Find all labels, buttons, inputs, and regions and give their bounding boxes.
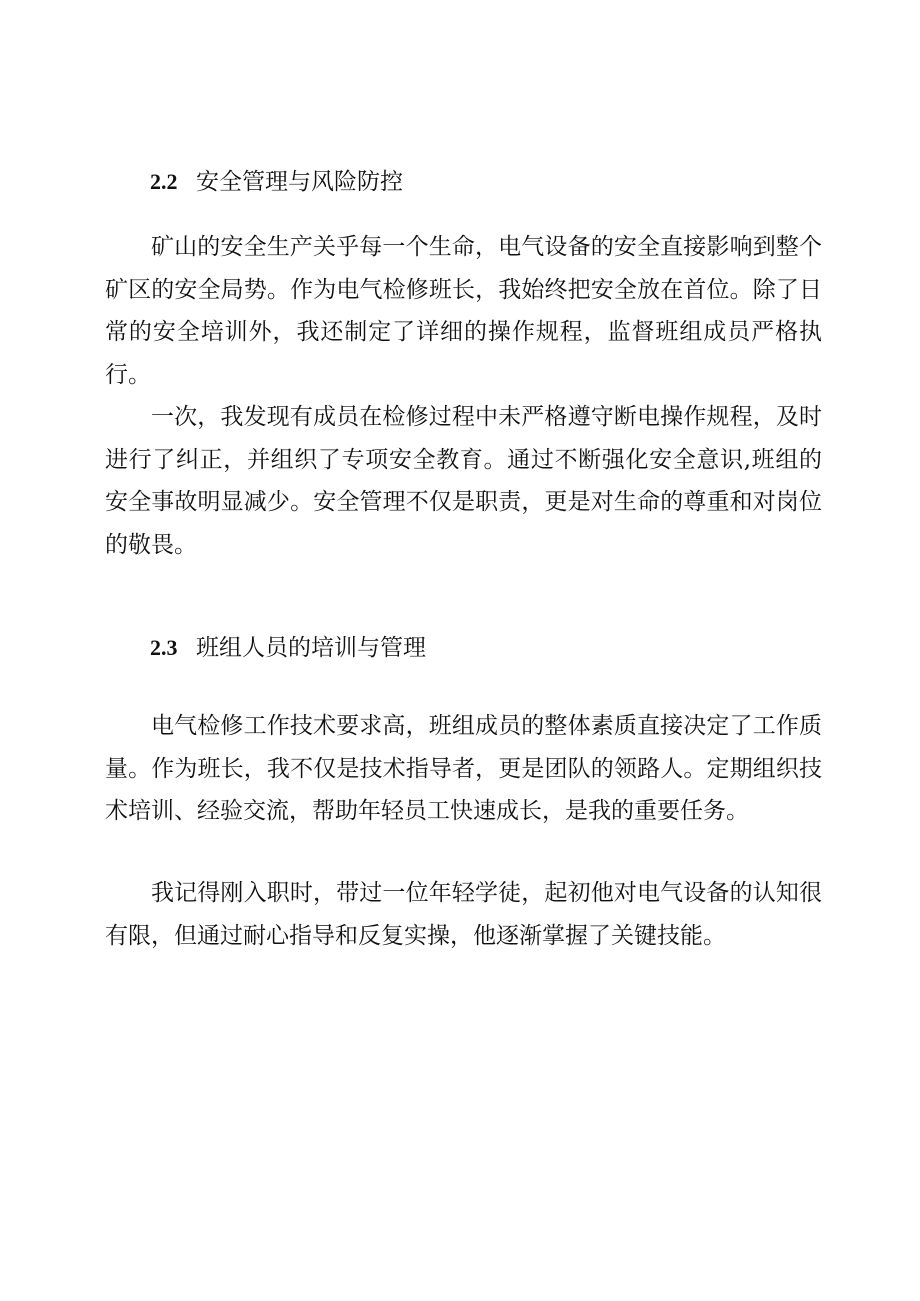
paragraph: 矿山的安全生产关乎每一个生命，电气设备的安全直接影响到整个矿区的安全局势。作为电气检修班长，我始终把安全放在首位。除了日常的安全培训外，我还制定了详细的操作规程，监督班组成员严格执行。 — [105, 234, 822, 388]
section-heading — [150, 166, 830, 198]
section-heading-2-3 — [150, 632, 830, 664]
section-heading — [150, 632, 830, 664]
paragraph: 一次，我发现有成员在检修过程中未严格遵守断电操作规程，及时进行了纠正，并组织了专项安全教育。通过不断强化安全意识,班组的安全事故明显减少。安全管理不仅是职责，更是对生命的尊重和对岗位的敬畏。 — [105, 404, 822, 558]
section-title: 班组人员的培训与管理 — [196, 635, 426, 661]
section-heading-2-2 — [150, 166, 830, 198]
section-title: 安全管理与风险防控 — [196, 169, 403, 195]
paragraph: 我记得刚入职时，带过一位年轻学徒，起初他对电气设备的认知很有限，但通过耐心指导和反复实操，他逐渐掌握了关键技能。 — [105, 880, 822, 949]
paragraph: 电气检修工作技术要求高，班组成员的整体素质直接决定了工作质量。作为班长，我不仅是技术指导者，更是团队的领路人。定期组织技术培训、经验交流，帮助年轻员工快速成长，是我的重要任务。 — [105, 713, 822, 824]
section-number: 2.3 — [150, 635, 178, 660]
section-number: 2.2 — [150, 169, 178, 194]
